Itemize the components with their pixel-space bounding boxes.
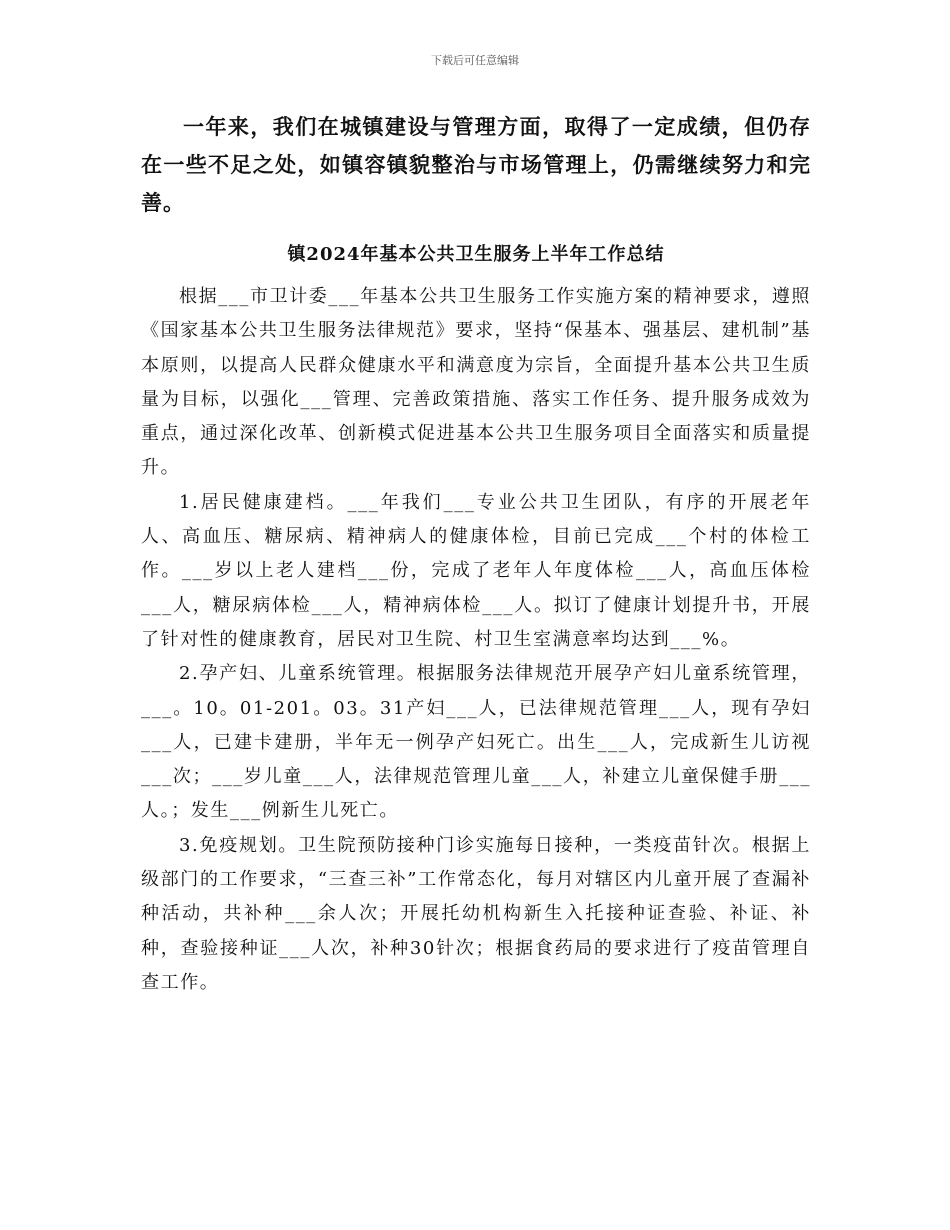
intro-paragraph: 一年来，我们在城镇建设与管理方面，取得了一定成绩，但仍存在一些不足之处，如镇容镇貌整治与市场管理上，仍需继续努力和完善。 (141, 114, 811, 215)
document-body (141, 108, 811, 1000)
paragraph-health-records: 1.居民健康建档。___年我们___专业公共卫生团队，有序的开展老年人、高血压、糖尿病、精神病人的健康体检，目前已完成___个村的体检工作。___岁以上老人建档___份，完成了老年人年度体检___人，高血压体检___人，糖尿病体检___人，精神病体检___人。拟订了健康计划提升书，开展了针对性的健康教育，居民对卫生院、村卫生室满意率均达到___%。 (141, 491, 811, 650)
page-header: 下载后可任意编辑 (431, 54, 519, 67)
paragraph-immunization: 3.免疫规划。卫生院预防接种门诊实施每日接种，一类疫苗针次。根据上级部门的工作要求，“三查三补”工作常态化，每月对辖区内儿童开展了查漏补种活动，共补种___余人次；开展托幼机构新生入托接种证查验、补证、补种，查验接种证___人次，补种30针次；根据食药局的要求进行了疫苗管理自查工作。 (141, 834, 811, 993)
paragraph-preamble: 根据___市卫计委___年基本公共卫生服务工作实施方案的精神要求，遵照《国家基本公共卫生服务法律规范》要求，坚持“保基本、强基层、建机制”基本原则，以提高人民群众健康水平和满意度为宗旨，全面提升基本公共卫生质量为目标，以强化___管理、完善政策措施、落实工作任务、提升服务成效为重点，通过深化改革、创新模式促进基本公共卫生服务项目全面落实和质量提升。 (141, 286, 811, 479)
document-title: 镇2024年基本公共卫生服务上半年工作总结 (287, 244, 665, 265)
paragraph-maternal-child: 2.孕产妇、儿童系统管理。根据服务法律规范开展孕产妇儿童系统管理，___。10。01-201。03。31产妇___人，已法律规范管理___人，现有孕妇___人，已建卡建册，半年无一例孕产妇死亡。出生___人，完成新生儿访视___次；___岁儿童___人，法律规范管理儿童___人，补建立儿童保健手册___人。；发生___例新生儿死亡。 (141, 663, 811, 822)
